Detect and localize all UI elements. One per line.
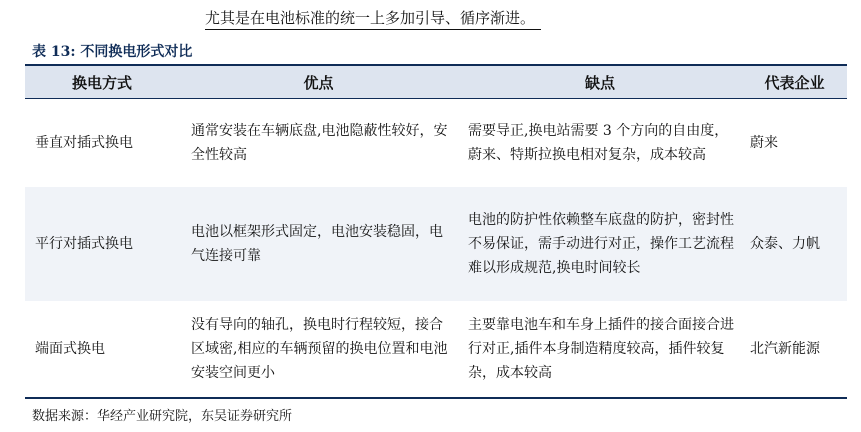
header-enterprise: 代表企业 [742,65,847,99]
table-row [25,99,847,188]
table-row [25,301,847,398]
header-cons: 缺点 [458,65,742,99]
table-header-row [25,65,847,99]
cell-cons: 电池的防护性依赖整车底盘的防护，密封性不易保证，需手动进行对正，操作工艺流程难以形成规范,换电时间较长 [458,187,742,301]
table-caption [32,41,192,61]
intro-underline [205,29,541,30]
header-method: 换电方式 [25,65,179,99]
cell-enterprise: 众泰、力帆 [742,187,847,301]
cell-cons: 需要导正,换电站需要 3 个方向的自由度，蔚来、特斯拉换电相对复杂，成本较高 [468,123,729,163]
table-number: 表 13: [32,44,76,60]
cell-method: 垂直对插式换电 [35,135,133,151]
cell-pros: 电池以框架形式固定，电池安装稳固，电气连接可靠 [179,187,458,301]
intro-paragraph [205,8,535,28]
table-title: 不同换电形式对比 [80,44,193,60]
cell-method: 平行对插式换电 [25,187,179,301]
cell-cons: 主要靠电池车和车身上插件的接合面接合进行对正,插件本身制造精度较高，插件较复杂，成本较高 [458,301,742,398]
cell-enterprise: 北汽新能源 [742,301,847,398]
intro-text: 尤其是在电池标准的统一上多加引导、循序渐进。 [205,9,536,27]
cell-pros: 没有导向的轴孔，换电时行程较短，接合区域密,相应的车辆预留的换电位置和电池安装空间更小 [179,301,458,398]
cell-enterprise: 蔚来 [750,135,778,151]
cell-pros: 通常安装在车辆底盘,电池隐蔽性较好，安全性较高 [191,123,448,163]
table-row [25,187,847,301]
data-source-note: 数据来源：华经产业研究院，东吴证券研究所 [32,409,293,424]
comparison-table [25,64,847,399]
cell-method: 端面式换电 [25,301,179,398]
header-pros: 优点 [179,65,458,99]
